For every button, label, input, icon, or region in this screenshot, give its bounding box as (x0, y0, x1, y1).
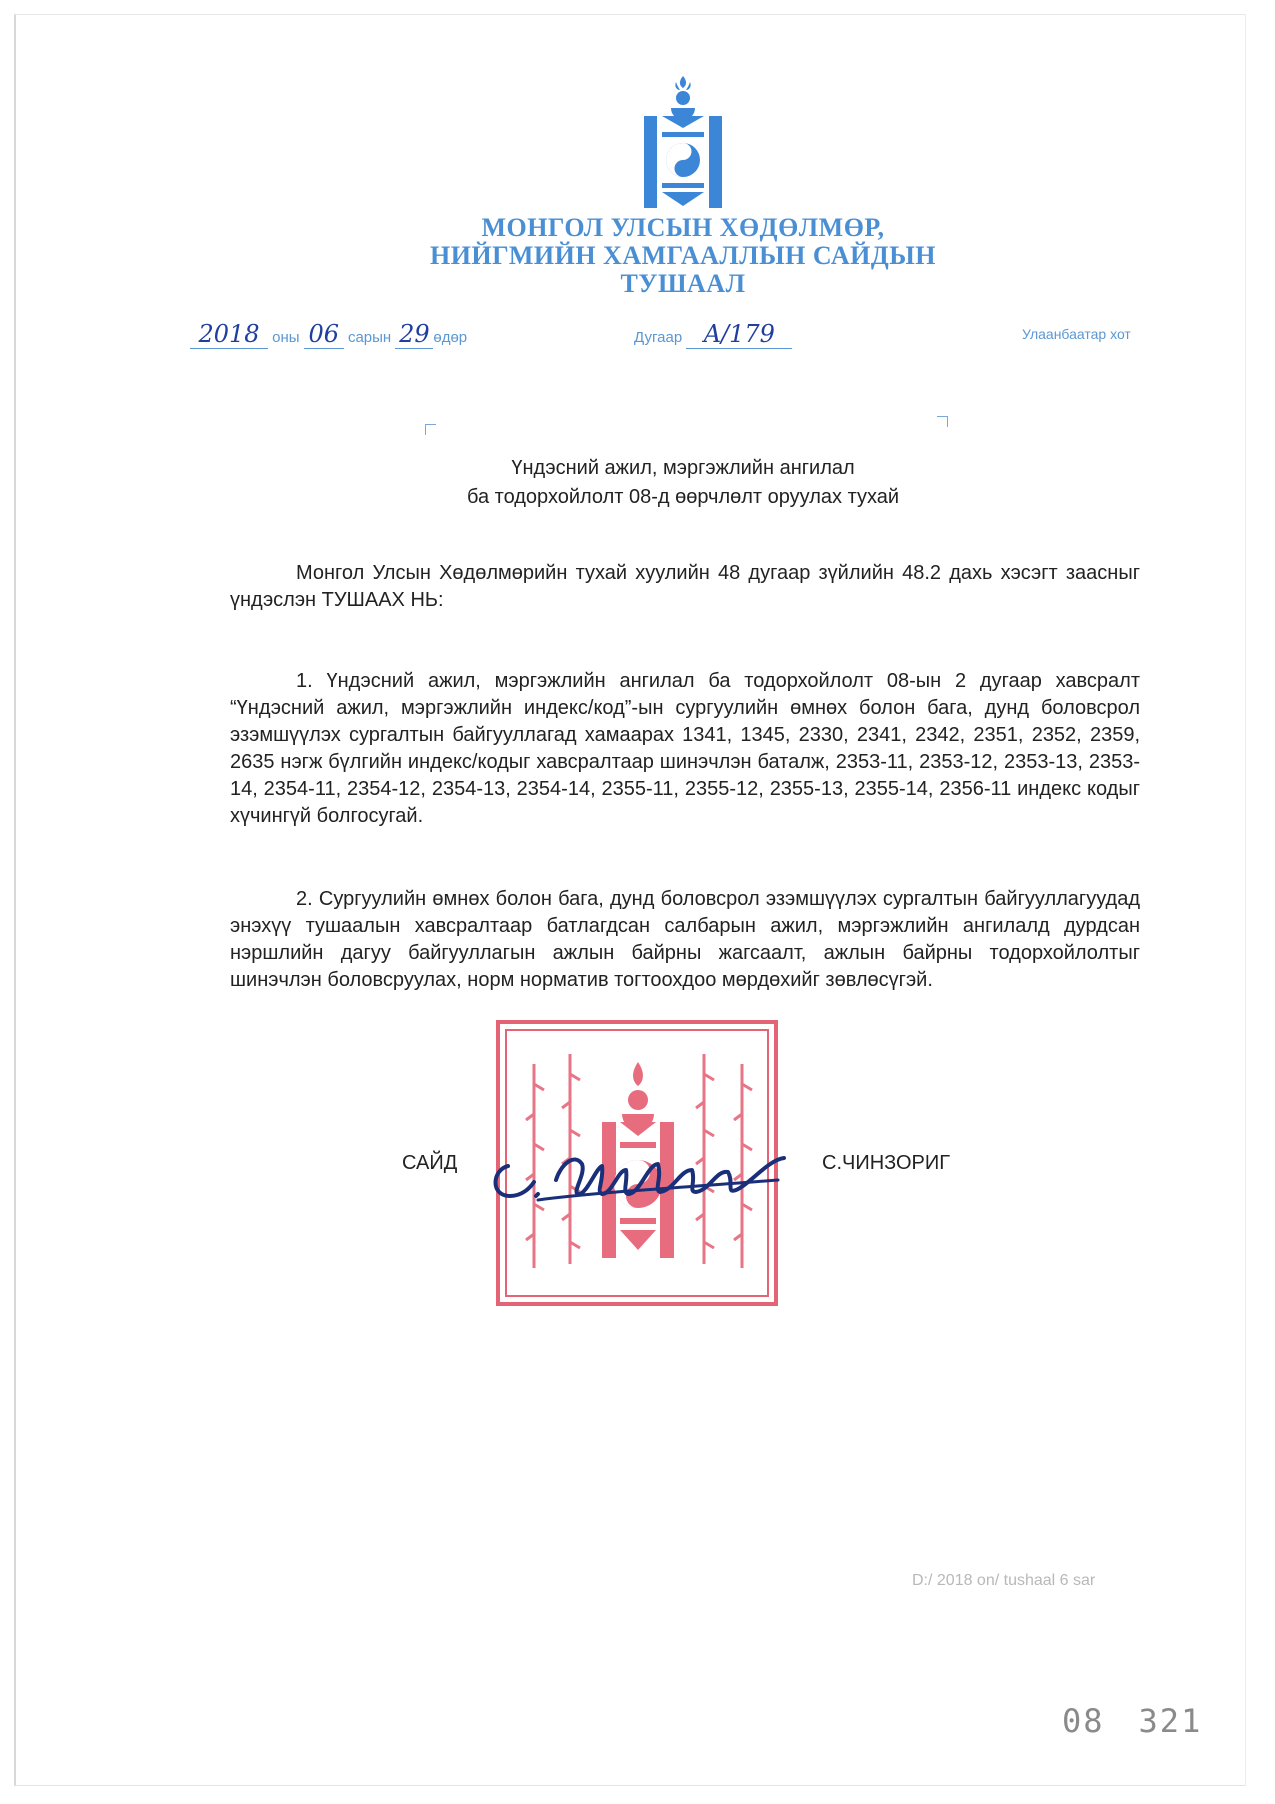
date-day-suffix: өдөр (433, 329, 468, 346)
order-number-label: Дугаар (634, 329, 683, 346)
title-line-1: Үндэсний ажил, мэргэжлийн ангилал (511, 457, 855, 479)
date-year: 2018 (198, 320, 260, 348)
signatory-name: С.ЧИНЗОРИГ (822, 1152, 951, 1174)
date-field (190, 320, 467, 349)
date-month: 06 (308, 320, 340, 348)
city: Улаанбаатар хот (1022, 326, 1131, 342)
order-number-field (634, 320, 792, 349)
signatory-role: САЙД (402, 1152, 458, 1174)
soyombo-emblem-icon (640, 74, 726, 210)
page-prefix: 08 (1062, 1702, 1105, 1740)
ministry-header (380, 214, 986, 298)
order-number: A/179 (703, 320, 775, 348)
order-item-1: 1. Үндэсний ажил, мэргэжлийн ангилал ба тодорхойлолт 08-ын 2 дугаар хавсралт “Үндэсний ажил, мэргэжлийн индекс/код”-ын сургуулийн өмнөх болон бага, дунд боловсрол эзэмшүүлэх сургалтын байгууллагад хамаарах 1341, 1345, 2330, 2341, 2342, 2351, 2352, 2359, 2635 нэгж бүлгийн индекс/кодыг хавсралтаар шинэчлэн баталж, 2353-11, 2353-12, 2353-13, 2353-14, 2354-11, 2354-12, 2354-13, 2354-14, 2355-11, 2355-12, 2355-13, 2355-14, 2356-11 индекс кодыг хүчингүй болгосугай. (230, 670, 1140, 827)
order-item-2: 2. Сургуулийн өмнөх болон бага, дунд боловсрол эзэмшүүлэх сургалтын байгууллагуудад энэхүү тушаалын хавсралтаар батлагдсан салбарын ажил, мэргэжлийн ангилалд дурдсан нэршлийн дагуу байгууллагын ажлын байрны жагсаалт, ажлын байрны тодорхойлолтыг шинэчлэн боловсруулах, норм норматив тогтоохдоо мөрдөхийг зөвлөсүгэй. (230, 888, 1140, 991)
header-line-3: ТУШААЛ (620, 269, 746, 298)
title-line-2: ба тодорхойлолт 08-д өөрчлөлт оруулах тухай (466, 486, 900, 508)
corner-mark-left (425, 424, 436, 435)
header-line-2: НИЙГМИЙН ХАМГААЛЛЫН САЙДЫН (429, 241, 937, 270)
header-line-1: МОНГОЛ УЛСЫН ХӨДӨЛМӨР, (481, 213, 885, 242)
page-number (1062, 1702, 1202, 1740)
date-year-suffix: оны (272, 329, 300, 346)
document-title (380, 454, 986, 512)
handwritten-signature (478, 1130, 798, 1220)
preamble: Монгол Улсын Хөдөлмөрийн тухай хуулийн 48 дугаар зүйлийн 48.2 дахь хэсэгт заасныг үндэслэн ТУШААХ НЬ: (230, 562, 1140, 611)
file-path-note: D:/ 2018 on/ tushaal 6 sar (912, 1572, 1096, 1589)
date-month-suffix: сарын (347, 329, 392, 346)
page-number-value: 321 (1138, 1702, 1203, 1740)
corner-mark-right (937, 416, 948, 427)
date-day: 29 (399, 320, 430, 348)
